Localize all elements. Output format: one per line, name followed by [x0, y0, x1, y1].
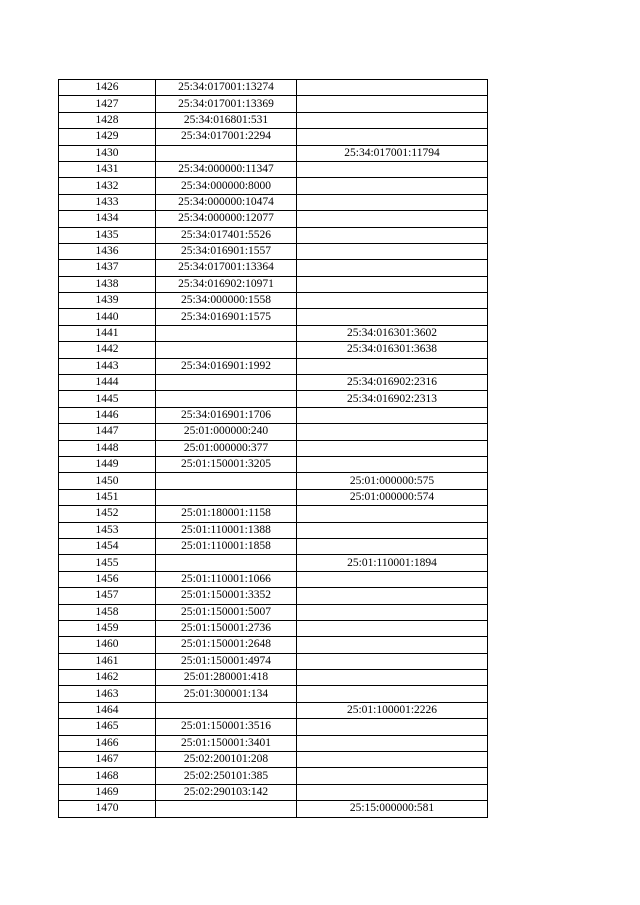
cadastral-number-cell: [156, 375, 297, 391]
table-row: [59, 768, 488, 784]
alt-cadastral-number-cell: [297, 719, 488, 735]
alt-cadastral-number-cell: [297, 686, 488, 702]
table-row: [59, 555, 488, 571]
cadastral-number-cell: [156, 391, 297, 407]
alt-cadastral-number-cell: [297, 538, 488, 554]
cadastral-number-cell: 25:01:110001:1066: [156, 571, 297, 587]
alt-cadastral-number-cell: 25:34:017001:11794: [297, 145, 488, 161]
table-row: [59, 620, 488, 636]
alt-cadastral-number-cell: [297, 260, 488, 276]
table-row: [59, 407, 488, 423]
row-number-cell: 1434: [59, 211, 156, 227]
cadastral-number-cell: [156, 473, 297, 489]
table-row: [59, 522, 488, 538]
alt-cadastral-number-cell: 25:15:000000:581: [297, 801, 488, 817]
cadastral-number-cell: 25:34:000000:8000: [156, 178, 297, 194]
alt-cadastral-number-cell: [297, 506, 488, 522]
cadastral-number-cell: 25:01:110001:1858: [156, 538, 297, 554]
alt-cadastral-number-cell: [297, 80, 488, 96]
table-row: [59, 293, 488, 309]
table-row: [59, 227, 488, 243]
table-row: [59, 80, 488, 96]
alt-cadastral-number-cell: [297, 227, 488, 243]
table-row: [59, 653, 488, 669]
row-number-cell: 1436: [59, 243, 156, 259]
alt-cadastral-number-cell: 25:34:016301:3638: [297, 342, 488, 358]
table-row: [59, 489, 488, 505]
row-number-cell: 1457: [59, 588, 156, 604]
cadastral-number-cell: [156, 145, 297, 161]
row-number-cell: 1458: [59, 604, 156, 620]
row-number-cell: 1442: [59, 342, 156, 358]
table-row: [59, 604, 488, 620]
alt-cadastral-number-cell: [297, 243, 488, 259]
row-number-cell: 1459: [59, 620, 156, 636]
row-number-cell: 1463: [59, 686, 156, 702]
row-number-cell: 1447: [59, 424, 156, 440]
table-row: [59, 702, 488, 718]
table-row: [59, 440, 488, 456]
cadastral-number-cell: 25:01:000000:240: [156, 424, 297, 440]
table-row: [59, 194, 488, 210]
cadastral-number-cell: [156, 342, 297, 358]
table-row: [59, 243, 488, 259]
alt-cadastral-number-cell: [297, 424, 488, 440]
cadastral-table: [58, 79, 488, 818]
cadastral-number-cell: 25:34:016801:531: [156, 112, 297, 128]
cadastral-number-cell: [156, 555, 297, 571]
cadastral-number-cell: 25:01:150001:4974: [156, 653, 297, 669]
table-row: [59, 342, 488, 358]
row-number-cell: 1461: [59, 653, 156, 669]
cadastral-number-cell: [156, 325, 297, 341]
cadastral-number-cell: 25:34:017401:5526: [156, 227, 297, 243]
row-number-cell: 1464: [59, 702, 156, 718]
table-row: [59, 571, 488, 587]
row-number-cell: 1441: [59, 325, 156, 341]
cadastral-number-cell: 25:02:290103:142: [156, 784, 297, 800]
row-number-cell: 1431: [59, 161, 156, 177]
alt-cadastral-number-cell: [297, 161, 488, 177]
row-number-cell: 1444: [59, 375, 156, 391]
alt-cadastral-number-cell: [297, 96, 488, 112]
alt-cadastral-number-cell: [297, 784, 488, 800]
row-number-cell: 1454: [59, 538, 156, 554]
row-number-cell: 1433: [59, 194, 156, 210]
row-number-cell: 1430: [59, 145, 156, 161]
table-row: [59, 637, 488, 653]
alt-cadastral-number-cell: 25:01:100001:2226: [297, 702, 488, 718]
cadastral-number-cell: 25:01:150001:5007: [156, 604, 297, 620]
table-row: [59, 96, 488, 112]
cadastral-number-cell: 25:01:150001:3205: [156, 456, 297, 472]
table-row: [59, 178, 488, 194]
cadastral-number-cell: 25:01:000000:377: [156, 440, 297, 456]
cadastral-number-cell: 25:34:000000:11347: [156, 161, 297, 177]
row-number-cell: 1443: [59, 358, 156, 374]
alt-cadastral-number-cell: 25:01:000000:575: [297, 473, 488, 489]
table-row: [59, 325, 488, 341]
row-number-cell: 1455: [59, 555, 156, 571]
cadastral-number-cell: 25:01:180001:1158: [156, 506, 297, 522]
table-row: [59, 358, 488, 374]
table-row: [59, 784, 488, 800]
row-number-cell: 1467: [59, 752, 156, 768]
cadastral-number-cell: 25:34:017001:13364: [156, 260, 297, 276]
table-row: [59, 801, 488, 817]
cadastral-number-cell: 25:34:000000:12077: [156, 211, 297, 227]
row-number-cell: 1468: [59, 768, 156, 784]
row-number-cell: 1456: [59, 571, 156, 587]
cadastral-number-cell: 25:34:016902:10971: [156, 276, 297, 292]
table-row: [59, 538, 488, 554]
row-number-cell: 1452: [59, 506, 156, 522]
alt-cadastral-number-cell: [297, 194, 488, 210]
cadastral-number-cell: [156, 489, 297, 505]
table-row: [59, 112, 488, 128]
alt-cadastral-number-cell: [297, 653, 488, 669]
table-row: [59, 211, 488, 227]
alt-cadastral-number-cell: [297, 129, 488, 145]
row-number-cell: 1466: [59, 735, 156, 751]
alt-cadastral-number-cell: [297, 407, 488, 423]
row-number-cell: 1448: [59, 440, 156, 456]
cadastral-number-cell: [156, 801, 297, 817]
table-row: [59, 686, 488, 702]
alt-cadastral-number-cell: [297, 522, 488, 538]
alt-cadastral-number-cell: [297, 440, 488, 456]
table-row: [59, 145, 488, 161]
row-number-cell: 1440: [59, 309, 156, 325]
row-number-cell: 1439: [59, 293, 156, 309]
alt-cadastral-number-cell: [297, 293, 488, 309]
table-row: [59, 588, 488, 604]
row-number-cell: 1426: [59, 80, 156, 96]
alt-cadastral-number-cell: 25:01:000000:574: [297, 489, 488, 505]
alt-cadastral-number-cell: [297, 276, 488, 292]
cadastral-number-cell: 25:34:016901:1557: [156, 243, 297, 259]
table-row: [59, 391, 488, 407]
row-number-cell: 1432: [59, 178, 156, 194]
row-number-cell: 1446: [59, 407, 156, 423]
cadastral-number-cell: 25:01:110001:1388: [156, 522, 297, 538]
alt-cadastral-number-cell: 25:01:110001:1894: [297, 555, 488, 571]
cadastral-number-cell: 25:01:150001:3516: [156, 719, 297, 735]
cadastral-number-cell: 25:34:000000:10474: [156, 194, 297, 210]
cadastral-number-cell: [156, 702, 297, 718]
table-row: [59, 506, 488, 522]
table-row: [59, 129, 488, 145]
row-number-cell: 1451: [59, 489, 156, 505]
alt-cadastral-number-cell: [297, 178, 488, 194]
alt-cadastral-number-cell: [297, 768, 488, 784]
alt-cadastral-number-cell: 25:34:016902:2316: [297, 375, 488, 391]
row-number-cell: 1428: [59, 112, 156, 128]
cadastral-number-cell: 25:01:300001:134: [156, 686, 297, 702]
alt-cadastral-number-cell: [297, 358, 488, 374]
cadastral-number-cell: 25:01:150001:3401: [156, 735, 297, 751]
table-row: [59, 752, 488, 768]
table-row: [59, 161, 488, 177]
table-row: [59, 424, 488, 440]
row-number-cell: 1449: [59, 456, 156, 472]
table-row: [59, 670, 488, 686]
alt-cadastral-number-cell: 25:34:016301:3602: [297, 325, 488, 341]
table-row: [59, 260, 488, 276]
cadastral-number-cell: 25:34:017001:13369: [156, 96, 297, 112]
row-number-cell: 1438: [59, 276, 156, 292]
cadastral-number-cell: 25:34:016901:1706: [156, 407, 297, 423]
row-number-cell: 1469: [59, 784, 156, 800]
row-number-cell: 1437: [59, 260, 156, 276]
alt-cadastral-number-cell: [297, 735, 488, 751]
table-row: [59, 276, 488, 292]
table-row: [59, 456, 488, 472]
cadastral-number-cell: 25:34:000000:1558: [156, 293, 297, 309]
row-number-cell: 1429: [59, 129, 156, 145]
cadastral-number-cell: 25:01:150001:3352: [156, 588, 297, 604]
row-number-cell: 1445: [59, 391, 156, 407]
row-number-cell: 1470: [59, 801, 156, 817]
table-row: [59, 473, 488, 489]
cadastral-number-cell: 25:02:250101:385: [156, 768, 297, 784]
table-body: [59, 80, 488, 818]
table-row: [59, 719, 488, 735]
alt-cadastral-number-cell: [297, 604, 488, 620]
cadastral-number-cell: 25:01:150001:2648: [156, 637, 297, 653]
cadastral-number-cell: 25:34:016901:1575: [156, 309, 297, 325]
alt-cadastral-number-cell: [297, 637, 488, 653]
table-row: [59, 309, 488, 325]
row-number-cell: 1450: [59, 473, 156, 489]
row-number-cell: 1465: [59, 719, 156, 735]
cadastral-number-cell: 25:34:016901:1992: [156, 358, 297, 374]
alt-cadastral-number-cell: [297, 309, 488, 325]
row-number-cell: 1462: [59, 670, 156, 686]
alt-cadastral-number-cell: 25:34:016902:2313: [297, 391, 488, 407]
cadastral-number-cell: 25:01:150001:2736: [156, 620, 297, 636]
row-number-cell: 1435: [59, 227, 156, 243]
cadastral-number-cell: 25:02:200101:208: [156, 752, 297, 768]
alt-cadastral-number-cell: [297, 571, 488, 587]
alt-cadastral-number-cell: [297, 588, 488, 604]
alt-cadastral-number-cell: [297, 456, 488, 472]
table-row: [59, 735, 488, 751]
row-number-cell: 1453: [59, 522, 156, 538]
alt-cadastral-number-cell: [297, 211, 488, 227]
cadastral-number-cell: 25:34:017001:13274: [156, 80, 297, 96]
alt-cadastral-number-cell: [297, 752, 488, 768]
row-number-cell: 1427: [59, 96, 156, 112]
table-row: [59, 375, 488, 391]
cadastral-number-cell: 25:01:280001:418: [156, 670, 297, 686]
alt-cadastral-number-cell: [297, 620, 488, 636]
alt-cadastral-number-cell: [297, 670, 488, 686]
cadastral-number-cell: 25:34:017001:2294: [156, 129, 297, 145]
alt-cadastral-number-cell: [297, 112, 488, 128]
row-number-cell: 1460: [59, 637, 156, 653]
